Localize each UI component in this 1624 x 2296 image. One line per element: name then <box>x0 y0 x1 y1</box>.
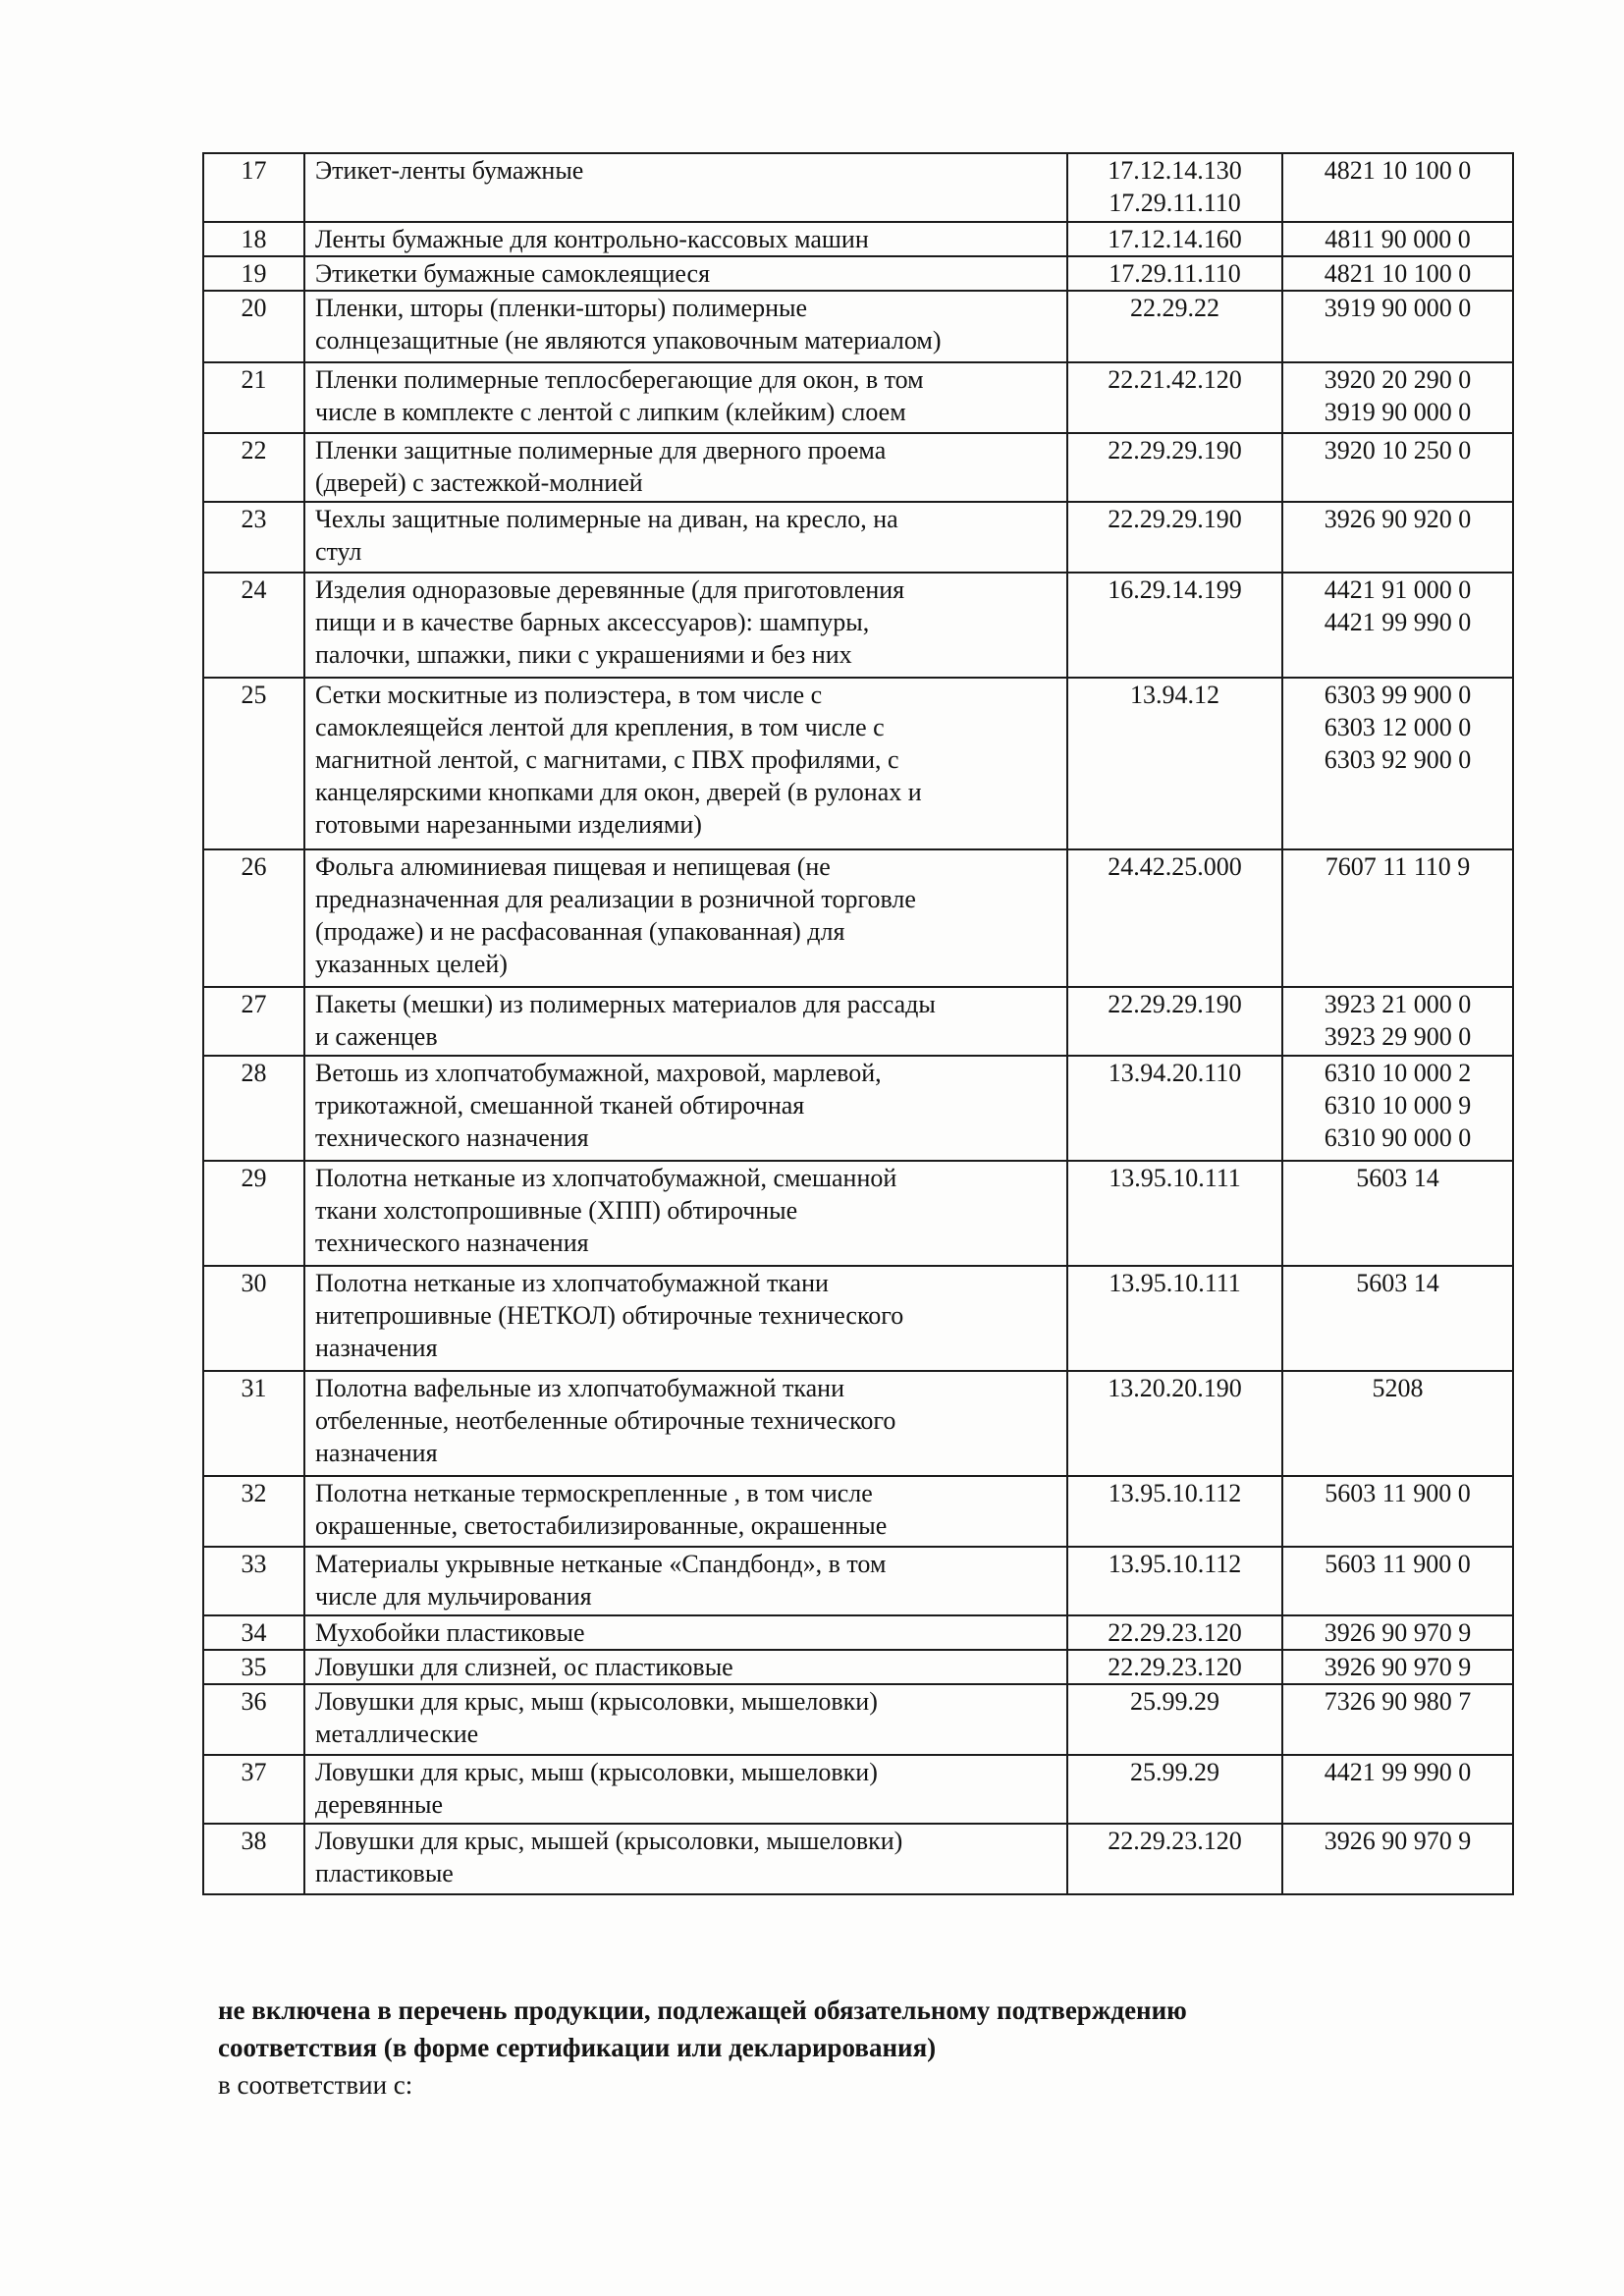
okpd-code-cell-line: 17.29.11.110 <box>1109 259 1241 288</box>
table-row <box>203 1684 1513 1755</box>
okpd-code-cell-line: 13.94.20.110 <box>1108 1059 1242 1087</box>
table-row <box>203 1161 1513 1266</box>
tnved-code-cell-line: 4421 99 990 0 <box>1324 1758 1472 1786</box>
product-name-cell-line: указанных целей) <box>315 950 508 978</box>
row-number-cell: 37 <box>203 1755 304 1824</box>
tnved-code-cell-line: 6303 92 900 0 <box>1324 745 1472 774</box>
okpd-code-cell <box>1067 1547 1282 1615</box>
tnved-code-cell-line: 3923 21 000 0 <box>1324 990 1472 1018</box>
okpd-code-cell <box>1067 1615 1282 1650</box>
footer-bold-line-2: соответствия (в форме сертификации или декларирования) <box>218 2033 937 2062</box>
table-row <box>203 1824 1513 1894</box>
tnved-code-cell-line: 6310 10 000 9 <box>1324 1091 1472 1120</box>
product-name-cell-line: Сетки москитные из полиэстера, в том числе с <box>315 681 823 709</box>
product-name-cell-line: технического назначения <box>315 1229 589 1257</box>
product-name-cell-line: готовыми нарезанными изделиями) <box>315 810 702 839</box>
product-name-cell-line: канцелярскими кнопками для окон, дверей (в рулонах и <box>315 778 922 806</box>
okpd-code-cell <box>1067 1161 1282 1266</box>
row-number-cell: 23 <box>203 502 304 573</box>
row-number-cell: 28 <box>203 1056 304 1161</box>
product-name-cell-line: Ловушки для крыс, мышей (крысоловки, мышеловки) <box>315 1827 903 1855</box>
product-name-cell-line: пластиковые <box>315 1859 454 1887</box>
tnved-code-cell-line: 3920 20 290 0 <box>1324 365 1472 394</box>
okpd-code-cell <box>1067 362 1282 433</box>
table-row <box>203 222 1513 256</box>
product-name-cell-line: Ловушки для слизней, ос пластиковые <box>315 1653 733 1681</box>
tnved-code-cell-line: 6303 99 900 0 <box>1324 681 1472 709</box>
row-number-cell: 24 <box>203 573 304 678</box>
okpd-code-cell-line: 22.29.23.120 <box>1108 1618 1242 1647</box>
tnved-code-cell <box>1282 573 1513 678</box>
product-name-cell-line: ткани холстопрошивные (ХПП) обтирочные <box>315 1196 798 1225</box>
table-row <box>203 291 1513 362</box>
product-name-cell <box>304 1755 1067 1824</box>
products-table-body <box>203 153 1513 1894</box>
product-name-cell <box>304 1161 1067 1266</box>
tnved-code-cell <box>1282 678 1513 849</box>
table-row <box>203 1476 1513 1547</box>
tnved-code-cell <box>1282 362 1513 433</box>
okpd-code-cell <box>1067 1824 1282 1894</box>
product-name-cell-line: Пленки полимерные теплосберегающие для окон, в том <box>315 365 924 394</box>
okpd-code-cell-line: 25.99.29 <box>1130 1687 1219 1716</box>
tnved-code-cell-line: 5603 11 900 0 <box>1325 1550 1471 1578</box>
row-number-cell: 19 <box>203 256 304 291</box>
product-name-cell-line: деревянные <box>315 1790 444 1819</box>
tnved-code-cell-line: 7326 90 980 7 <box>1324 1687 1472 1716</box>
product-name-cell-line: Полотна вафельные из хлопчатобумажной ткани <box>315 1374 845 1402</box>
okpd-code-cell <box>1067 573 1282 678</box>
tnved-code-cell <box>1282 433 1513 502</box>
table-row <box>203 1755 1513 1824</box>
okpd-code-cell-line: 13.95.10.111 <box>1109 1269 1241 1297</box>
product-name-cell <box>304 153 1067 222</box>
product-name-cell <box>304 433 1067 502</box>
product-name-cell-line: предназначенная для реализации в розничной торговле <box>315 885 916 913</box>
table-row <box>203 1615 1513 1650</box>
okpd-code-cell <box>1067 256 1282 291</box>
product-name-cell-line: самоклеящейся лентой для крепления, в том числе с <box>315 713 885 741</box>
product-name-cell <box>304 1056 1067 1161</box>
tnved-code-cell <box>1282 1684 1513 1755</box>
tnved-code-cell <box>1282 1547 1513 1615</box>
product-name-cell <box>304 502 1067 573</box>
product-name-cell-line: Ветошь из хлопчатобумажной, махровой, марлевой, <box>315 1059 882 1087</box>
row-number-cell: 25 <box>203 678 304 849</box>
product-name-cell-line: (дверей) с застежкой-молнией <box>315 468 643 497</box>
product-name-cell-line: Полотна нетканые из хлопчатобумажной ткани <box>315 1269 829 1297</box>
tnved-code-cell-line: 6303 12 000 0 <box>1324 713 1472 741</box>
okpd-code-cell-line: 22.29.29.190 <box>1108 505 1242 533</box>
tnved-code-cell-line: 3926 90 970 9 <box>1324 1653 1472 1681</box>
product-name-cell-line: Этикет-ленты бумажные <box>315 156 584 185</box>
row-number-cell: 35 <box>203 1650 304 1684</box>
product-name-cell-line: Материалы укрывные нетканые «Спандбонд», в том <box>315 1550 887 1578</box>
okpd-code-cell-line: 22.29.29.190 <box>1108 990 1242 1018</box>
product-name-cell-line: металлические <box>315 1720 479 1748</box>
row-number-cell: 22 <box>203 433 304 502</box>
table-row <box>203 502 1513 573</box>
tnved-code-cell <box>1282 1266 1513 1371</box>
product-name-cell <box>304 1650 1067 1684</box>
product-name-cell <box>304 1824 1067 1894</box>
product-name-cell-line: трикотажной, смешанной тканей обтирочная <box>315 1091 805 1120</box>
okpd-code-cell-line: 13.20.20.190 <box>1108 1374 1242 1402</box>
table-row <box>203 1371 1513 1476</box>
tnved-code-cell-line: 6310 90 000 0 <box>1324 1123 1472 1152</box>
tnved-code-cell-line: 3919 90 000 0 <box>1324 294 1472 322</box>
okpd-code-cell-line: 13.95.10.111 <box>1109 1164 1241 1192</box>
tnved-code-cell-line: 4421 99 990 0 <box>1324 608 1472 636</box>
row-number-cell: 26 <box>203 849 304 987</box>
tnved-code-cell <box>1282 1755 1513 1824</box>
okpd-code-cell-line: 16.29.14.199 <box>1108 575 1242 604</box>
tnved-code-cell-line: 5603 14 <box>1356 1164 1439 1192</box>
okpd-code-cell <box>1067 502 1282 573</box>
row-number-cell: 36 <box>203 1684 304 1755</box>
okpd-code-cell-line: 22.29.22 <box>1130 294 1219 322</box>
okpd-code-cell <box>1067 1650 1282 1684</box>
tnved-code-cell <box>1282 1161 1513 1266</box>
okpd-code-cell <box>1067 433 1282 502</box>
tnved-code-cell-line: 7607 11 110 9 <box>1325 852 1471 881</box>
okpd-code-cell-line: 17.12.14.160 <box>1108 225 1242 253</box>
tnved-code-cell <box>1282 1371 1513 1476</box>
table-row <box>203 362 1513 433</box>
product-name-cell-line: стул <box>315 537 362 566</box>
tnved-code-cell-line: 3926 90 970 9 <box>1324 1618 1472 1647</box>
product-name-cell-line: палочки, шпажки, пики с украшениями и без них <box>315 640 852 669</box>
tnved-code-cell <box>1282 849 1513 987</box>
tnved-code-cell <box>1282 1476 1513 1547</box>
tnved-code-cell-line: 3926 90 970 9 <box>1324 1827 1472 1855</box>
row-number-cell: 32 <box>203 1476 304 1547</box>
okpd-code-cell <box>1067 291 1282 362</box>
okpd-code-cell <box>1067 1755 1282 1824</box>
tnved-code-cell <box>1282 1056 1513 1161</box>
okpd-code-cell <box>1067 1266 1282 1371</box>
product-name-cell <box>304 849 1067 987</box>
tnved-code-cell-line: 4421 91 000 0 <box>1324 575 1472 604</box>
okpd-code-cell <box>1067 1476 1282 1547</box>
row-number-cell: 21 <box>203 362 304 433</box>
product-name-cell-line: Пакеты (мешки) из полимерных материалов для рассады <box>315 990 936 1018</box>
okpd-code-cell <box>1067 849 1282 987</box>
product-name-cell-line: Мухобойки пластиковые <box>315 1618 585 1647</box>
product-name-cell-line: окрашенные, светостабилизированные, окрашенные <box>315 1511 888 1540</box>
row-number-cell: 38 <box>203 1824 304 1894</box>
product-name-cell-line: и саженцев <box>315 1022 438 1051</box>
okpd-code-cell <box>1067 1056 1282 1161</box>
row-number-cell: 30 <box>203 1266 304 1371</box>
row-number-cell: 29 <box>203 1161 304 1266</box>
okpd-code-cell-line: 25.99.29 <box>1130 1758 1219 1786</box>
product-name-cell-line: назначения <box>315 1334 438 1362</box>
okpd-code-cell-line: 22.29.23.120 <box>1108 1653 1242 1681</box>
okpd-code-cell-line: 13.95.10.112 <box>1108 1550 1242 1578</box>
product-name-cell <box>304 291 1067 362</box>
tnved-code-cell <box>1282 987 1513 1056</box>
table-row <box>203 256 1513 291</box>
tnved-code-cell <box>1282 1824 1513 1894</box>
okpd-code-cell-line: 17.29.11.110 <box>1109 189 1241 217</box>
tnved-code-cell <box>1282 502 1513 573</box>
okpd-code-cell-line: 22.21.42.120 <box>1108 365 1242 394</box>
product-name-cell-line: технического назначения <box>315 1123 589 1152</box>
okpd-code-cell-line: 13.94.12 <box>1130 681 1219 709</box>
tnved-code-cell-line: 6310 10 000 2 <box>1324 1059 1472 1087</box>
row-number-cell: 17 <box>203 153 304 222</box>
row-number-cell: 27 <box>203 987 304 1056</box>
tnved-code-cell-line: 3926 90 920 0 <box>1324 505 1472 533</box>
table-row <box>203 433 1513 502</box>
table-row <box>203 678 1513 849</box>
okpd-code-cell <box>1067 222 1282 256</box>
okpd-code-cell-line: 17.12.14.130 <box>1108 156 1242 185</box>
table-row <box>203 1056 1513 1161</box>
tnved-code-cell <box>1282 153 1513 222</box>
product-name-cell-line: отбеленные, неотбеленные обтирочные технического <box>315 1406 896 1435</box>
product-name-cell <box>304 1684 1067 1755</box>
row-number-cell: 34 <box>203 1615 304 1650</box>
okpd-code-cell-line: 13.95.10.112 <box>1108 1479 1242 1507</box>
product-name-cell <box>304 222 1067 256</box>
okpd-code-cell-line: 24.42.25.000 <box>1108 852 1242 881</box>
product-name-cell-line: солнцезащитные (не являются упаковочным материалом) <box>315 326 942 355</box>
product-name-cell-line: Изделия одноразовые деревянные (для приготовления <box>315 575 905 604</box>
okpd-code-cell <box>1067 1684 1282 1755</box>
tnved-code-cell-line: 3919 90 000 0 <box>1324 398 1472 426</box>
product-name-cell <box>304 256 1067 291</box>
product-name-cell-line: числе для мульчирования <box>315 1582 592 1611</box>
okpd-code-cell <box>1067 153 1282 222</box>
table-row <box>203 1266 1513 1371</box>
row-number-cell: 18 <box>203 222 304 256</box>
product-name-cell <box>304 1476 1067 1547</box>
product-name-cell-line: магнитной лентой, с магнитами, с ПВХ профилями, с <box>315 745 899 774</box>
product-name-cell-line: Ленты бумажные для контрольно-кассовых машин <box>315 225 869 253</box>
product-name-cell-line: Пленки, шторы (пленки-шторы) полимерные <box>315 294 808 322</box>
product-name-cell-line: Пленки защитные полимерные для дверного проема <box>315 436 887 465</box>
tnved-code-cell <box>1282 1650 1513 1684</box>
product-name-cell <box>304 1371 1067 1476</box>
product-name-cell-line: числе в комплекте с лентой с липким (клейким) слоем <box>315 398 906 426</box>
table-row <box>203 153 1513 222</box>
table-row <box>203 849 1513 987</box>
okpd-code-cell <box>1067 987 1282 1056</box>
table-row <box>203 573 1513 678</box>
product-name-cell-line: Полотна нетканые из хлопчатобумажной, смешанной <box>315 1164 897 1192</box>
product-name-cell-line: (продаже) и не расфасованная (упакованная) для <box>315 917 845 946</box>
table-row <box>203 1547 1513 1615</box>
footer-plain-line: в соответствии с: <box>218 2070 413 2100</box>
tnved-code-cell-line: 3923 29 900 0 <box>1324 1022 1472 1051</box>
tnved-code-cell <box>1282 1615 1513 1650</box>
product-name-cell <box>304 1547 1067 1615</box>
product-name-cell-line: Ловушки для крыс, мыш (крысоловки, мышеловки) <box>315 1758 878 1786</box>
row-number-cell: 31 <box>203 1371 304 1476</box>
product-name-cell-line: пищи и в качестве барных аксессуаров): шампуры, <box>315 608 870 636</box>
tnved-code-cell <box>1282 291 1513 362</box>
product-name-cell-line: Ловушки для крыс, мыш (крысоловки, мышеловки) <box>315 1687 878 1716</box>
product-name-cell <box>304 1266 1067 1371</box>
product-name-cell-line: Полотна нетканые термоскрепленные , в том числе <box>315 1479 873 1507</box>
product-name-cell <box>304 1615 1067 1650</box>
tnved-code-cell-line: 3920 10 250 0 <box>1324 436 1472 465</box>
product-name-cell <box>304 987 1067 1056</box>
table-row <box>203 1650 1513 1684</box>
tnved-code-cell-line: 5208 <box>1372 1374 1424 1402</box>
okpd-code-cell <box>1067 678 1282 849</box>
tnved-code-cell <box>1282 256 1513 291</box>
okpd-code-cell <box>1067 1371 1282 1476</box>
tnved-code-cell-line: 5603 11 900 0 <box>1325 1479 1471 1507</box>
product-name-cell <box>304 362 1067 433</box>
row-number-cell: 20 <box>203 291 304 362</box>
tnved-code-cell-line: 4821 10 100 0 <box>1324 156 1472 185</box>
footer-text <box>218 1992 1494 2104</box>
product-name-cell <box>304 573 1067 678</box>
tnved-code-cell-line: 4811 90 000 0 <box>1325 225 1471 253</box>
tnved-code-cell <box>1282 222 1513 256</box>
footer-bold-line-1: не включена в перечень продукции, подлежащей обязательному подтверждению <box>218 1995 1187 2025</box>
table-row <box>203 987 1513 1056</box>
product-name-cell-line: Этикетки бумажные самоклеящиеся <box>315 259 711 288</box>
product-name-cell <box>304 678 1067 849</box>
okpd-code-cell-line: 22.29.23.120 <box>1108 1827 1242 1855</box>
product-name-cell-line: нитепрошивные (НЕТКОЛ) обтирочные технического <box>315 1301 904 1330</box>
product-name-cell-line: назначения <box>315 1439 438 1467</box>
products-table <box>202 152 1514 1895</box>
product-name-cell-line: Фольга алюминиевая пищевая и непищевая (не <box>315 852 831 881</box>
row-number-cell: 33 <box>203 1547 304 1615</box>
tnved-code-cell-line: 4821 10 100 0 <box>1324 259 1472 288</box>
product-name-cell-line: Чехлы защитные полимерные на диван, на кресло, на <box>315 505 898 533</box>
okpd-code-cell-line: 22.29.29.190 <box>1108 436 1242 465</box>
tnved-code-cell-line: 5603 14 <box>1356 1269 1439 1297</box>
